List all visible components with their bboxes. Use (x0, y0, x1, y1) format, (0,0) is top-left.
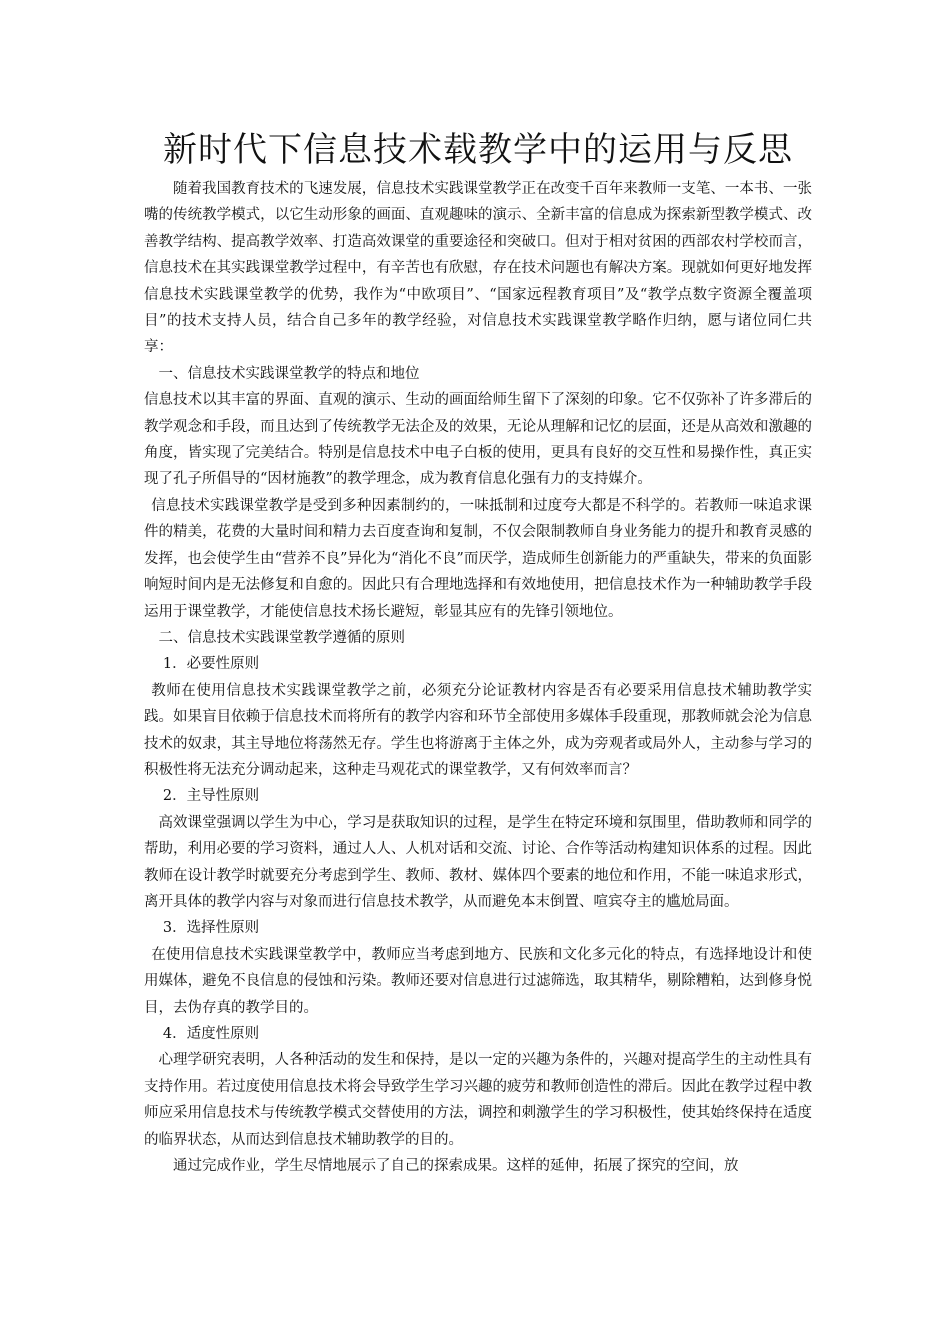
principle-text-2: 高效课堂强调以学生为中心，学习是获取知识的过程，是学生在特定环境和氛围里，借助教师和同学的帮助，利用必要的学习资料，通过人人、人机对话和交流、讨论、合作等活动构建知识体系的过程。因此教师在设计教学时就要充分考虑到学生、教师、教材、媒体四个要素的地位和作用，不能一味追求形式，离开具体的教学内容与对象而进行信息技术教学，从而避免本末倒置、喧宾夺主的尴尬局面。 (144, 814, 812, 910)
section1-paragraph-1: 信息技术以其丰富的界面、直观的演示、生动的画面给师生留下了深刻的印象。它不仅弥补了许多滞后的教学观念和手段，而且达到了传统教学无法企及的效果，无论从理解和记忆的层面，还是从高效和激趣的角度，皆实现了完美结合。特别是信息技术中电子白板的使用，更具有良好的交互性和易操作性，真正实现了孔子所倡导的“因材施教”的教学理念，成为教育信息化强有力的支持媒介。 (144, 392, 812, 488)
section1-paragraph-2: 信息技术实践课堂教学是受到多种因素制约的，一味抵制和过度夸大都是不科学的。若教师一味追求课件的精美，花费的大量时间和精力去百度查询和复制，不仅会限制教师自身业务能力的提升和教育灵感的发挥，也会使学生由“营养不良”异化为“消化不良”而厌学，造成师生创新能力的严重缺失，带来的负面影响短时间内是无法修复和自愈的。因此只有合理地选择和有效地使用，把信息技术作为一种辅助教学手段运用于课堂教学，才能使信息技术扬长避短，彰显其应有的先锋引领地位。 (144, 497, 812, 620)
section-heading-2: 二、信息技术实践课堂教学遵循的原则 (158, 629, 405, 646)
principle-heading-4: 4．适度性原则 (162, 1026, 260, 1042)
principle-heading-1: 1．必要性原则 (162, 656, 260, 673)
document-title: 新时代下信息技术载教学中的运用与反思 (163, 130, 793, 170)
intro-paragraph: 随着我国教育技术的飞速发展，信息技术实践课堂教学正在改变千百年来教师一支笔、一本书、一张嘴的传统教学模式，以它生动形象的画面、直观趣味的演示、全新丰富的信息成为探索新型教学模式、改善教学结构、提高教学效率、打造高效课堂的重要途径和突破口。但对于相对贫困的西部农村学校而言，信息技术在其实践课堂教学过程中，有辛苦也有欣慰，存在技术问题也有解决方案。现就如何更好地发挥信息技术实践课堂教学的优势，我作为“中欧项目”、“国家远程教育项目”及“教学点数字资源全覆盖项目”的技术支持人员，结合自己多年的教学经验，对信息技术实践课堂教学略作归纳，愿与诸位同仁共享： (144, 181, 812, 356)
section-heading-1: 一、信息技术实践课堂教学的特点和地位 (158, 365, 420, 382)
principle-text-1: 教师在使用信息技术实践课堂教学之前，必须充分论证教材内容是否有必要采用信息技术辅助教学实践。如果盲目依赖于信息技术而将所有的教学内容和环节全部使用多媒体手段重现，那教师就会沦为信息技术的奴隶，其主导地位将荡然无存。学生也将游离于主体之外，成为旁观者或局外人，主动参与学习的积极性将无法充分调动起来，这种走马观花式的课堂教学，又有何效率而言？ (144, 682, 812, 778)
principle-text-4: 心理学研究表明，人各种活动的发生和保持，是以一定的兴趣为条件的，兴趣对提高学生的主动性具有支持作用。若过度使用信息技术将会导致学生学习兴趣的疲劳和教师创造性的滞后。因此在教学过程中教师应采用信息技术与传统教学模式交替使用的方法，调控和刺激学生的学习积极性，使其始终保持在适度的临界状态，从而达到信息技术辅助教学的目的。 (144, 1052, 812, 1148)
principle-heading-2: 2．主导性原则 (162, 788, 260, 805)
principle-heading-3: 3．选择性原则 (162, 920, 260, 937)
closing-paragraph: 通过完成作业，学生尽情地展示了自己的探索成果。这样的延伸，拓展了探究的空间，放 (173, 1158, 739, 1175)
principle-text-3: 在使用信息技术实践课堂教学中，教师应当考虑到地方、民族和文化多元化的特点，有选择地设计和使用媒体，避免不良信息的侵蚀和污染。教师还要对信息进行过滤筛选，取其精华，剔除糟粕，达到修身悦目，去伪存真的教学目的。 (144, 946, 812, 1016)
